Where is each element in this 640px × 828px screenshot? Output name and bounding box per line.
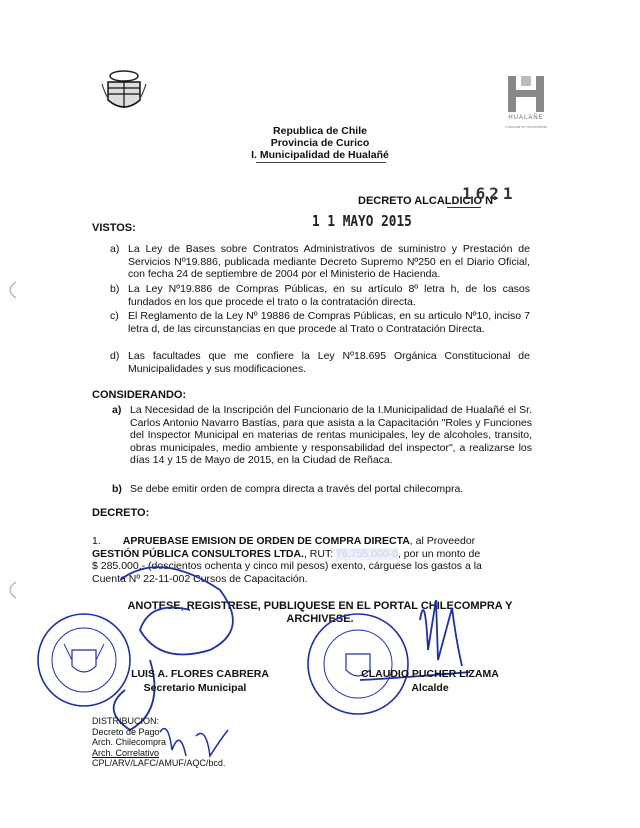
item-text: La Ley de Bases sobre Contratos Administrativos de suministro y Prestación de Servicios Nº19.886, publicada mediante Decreto Supremo Nº250 en el Diario Oficial, con fecha 24 de septiembre de 2004 por el Ministerio de Hacienda. xyxy=(128,243,530,281)
item-text: Las facultades que me confiere la Ley Nº18.695 Orgánica Constitucional de Municipalidades y sus modificaciones. xyxy=(128,350,530,375)
decreto-line-1 xyxy=(92,535,532,548)
item-text: La Ley Nº19.886 de Compras Públicas, en su artículo 8º letra h, de los casos fundados en los que procede el trato o la contratación directa. xyxy=(128,283,530,308)
coat-of-arms-logo xyxy=(100,68,148,116)
distribution-line: CPL/ARV/LAFC/AMUF/AQC/bcd. xyxy=(92,758,226,768)
vistos-item xyxy=(110,310,530,335)
right-stamp-icon xyxy=(308,614,408,714)
item-mark: d) xyxy=(110,350,120,362)
header-country: Republica de Chile xyxy=(273,125,367,137)
header-municipality: I. Municipalidad de Hualañé xyxy=(251,149,389,161)
vistos-item xyxy=(110,243,530,281)
distribution-block xyxy=(92,716,332,769)
closing-line-1: ANOTESE, REGISTRESE, PUBLIQUESE EN EL PORTAL CHILECOMPRA Y xyxy=(127,600,513,612)
item-text: Se debe emitir orden de compra directa a través del portal chilecompra. xyxy=(130,483,464,495)
header-underline xyxy=(256,162,386,163)
item-mark: b) xyxy=(112,483,122,495)
distribution-line: Decreto de Pago xyxy=(92,726,160,737)
left-signer-role: Secretario Municipal xyxy=(143,682,247,694)
distribution-line: Arch. Chilecompra xyxy=(92,737,167,747)
right-signer-role: Alcalde xyxy=(411,682,449,694)
considerando-item xyxy=(112,404,532,467)
item-text: El Reglamento de la Ley Nº 19886 de Compras Públicas, en su articulo Nº10, inciso 7 letra d, de las circunstancias en que procede al Trato o Contratación Directa. xyxy=(128,310,530,335)
item-text: La Necesidad de la Inscripción del Funcionario de la I.Municipalidad de Hualañé el Sr. Carlos Antonio Navarro Bastías, para que asista a la Capacitación "Roles y Funciones del Inspector Municipal en materias de rentas municipales, ley de alcoholes, transito, obras municipales, medio ambiente y responsabilidad del inspector", a realizarse los días 14 y 15 de Mayo de 2015, en la Ciudad de Reñaca. xyxy=(130,404,532,467)
distribution-line: Arch. Correlativo xyxy=(92,747,160,758)
rut-value: 76.755.000-0 xyxy=(336,547,398,560)
decree-number: 1621 xyxy=(462,184,517,203)
rut-label: , RUT: xyxy=(303,547,334,560)
decreto-line-1-rest: , al Proveedor xyxy=(409,535,476,547)
decree-title: DECRETO ALCALDICIO Nº xyxy=(358,195,498,207)
header-province: Provincia de Curico xyxy=(270,137,370,149)
punch-mark-icon xyxy=(2,280,18,300)
decreto-label: DECRETO: xyxy=(92,507,150,519)
left-signer-name: LUIS A. FLORES CABRERA xyxy=(131,668,269,680)
considerando-label: CONSIDERANDO: xyxy=(92,389,187,401)
decreto-number: 1. xyxy=(92,535,101,547)
right-signer-name: CLAUDIO PUCHER LIZAMA xyxy=(361,668,499,680)
item-mark: b) xyxy=(110,283,120,295)
decreto-line-2-rest: , por un monto de xyxy=(397,547,481,560)
item-mark: c) xyxy=(110,310,119,322)
decree-number-line xyxy=(447,207,481,208)
decreto-line-2 xyxy=(92,548,532,561)
punch-mark-icon xyxy=(2,580,18,600)
decree-date: 1 1 MAYO 2015 xyxy=(312,212,412,230)
item-mark: a) xyxy=(112,404,122,416)
decreto-line-3: $ 285.000.- (doscientos ochenta y cinco mil pesos) exento, cárguese los gastos a la xyxy=(92,560,482,573)
closing-line-2: ARCHIVESE. xyxy=(286,613,354,625)
hualane-logo xyxy=(504,74,548,136)
provider-name: GESTIÓN PÚBLICA CONSULTORES LTDA. xyxy=(92,547,304,560)
vistos-label: VISTOS: xyxy=(92,222,136,234)
decreto-approval: APRUEBASE EMISION DE ORDEN DE COMPRA DIRECTA xyxy=(122,535,410,547)
considerando-item xyxy=(112,483,532,496)
distribution-title: DISTRIBUCION: xyxy=(92,716,160,726)
logo-word: HUALAÑE xyxy=(508,115,544,121)
decreto-line-4: Cuenta Nº 22-11-002 Cursos de Capacitación. xyxy=(92,572,308,585)
item-mark: a) xyxy=(110,243,120,255)
left-signature-icon xyxy=(114,567,233,730)
vistos-item xyxy=(110,350,530,375)
logo-tagline: Comuna en movimiento xyxy=(504,124,548,129)
vistos-item xyxy=(110,283,530,308)
